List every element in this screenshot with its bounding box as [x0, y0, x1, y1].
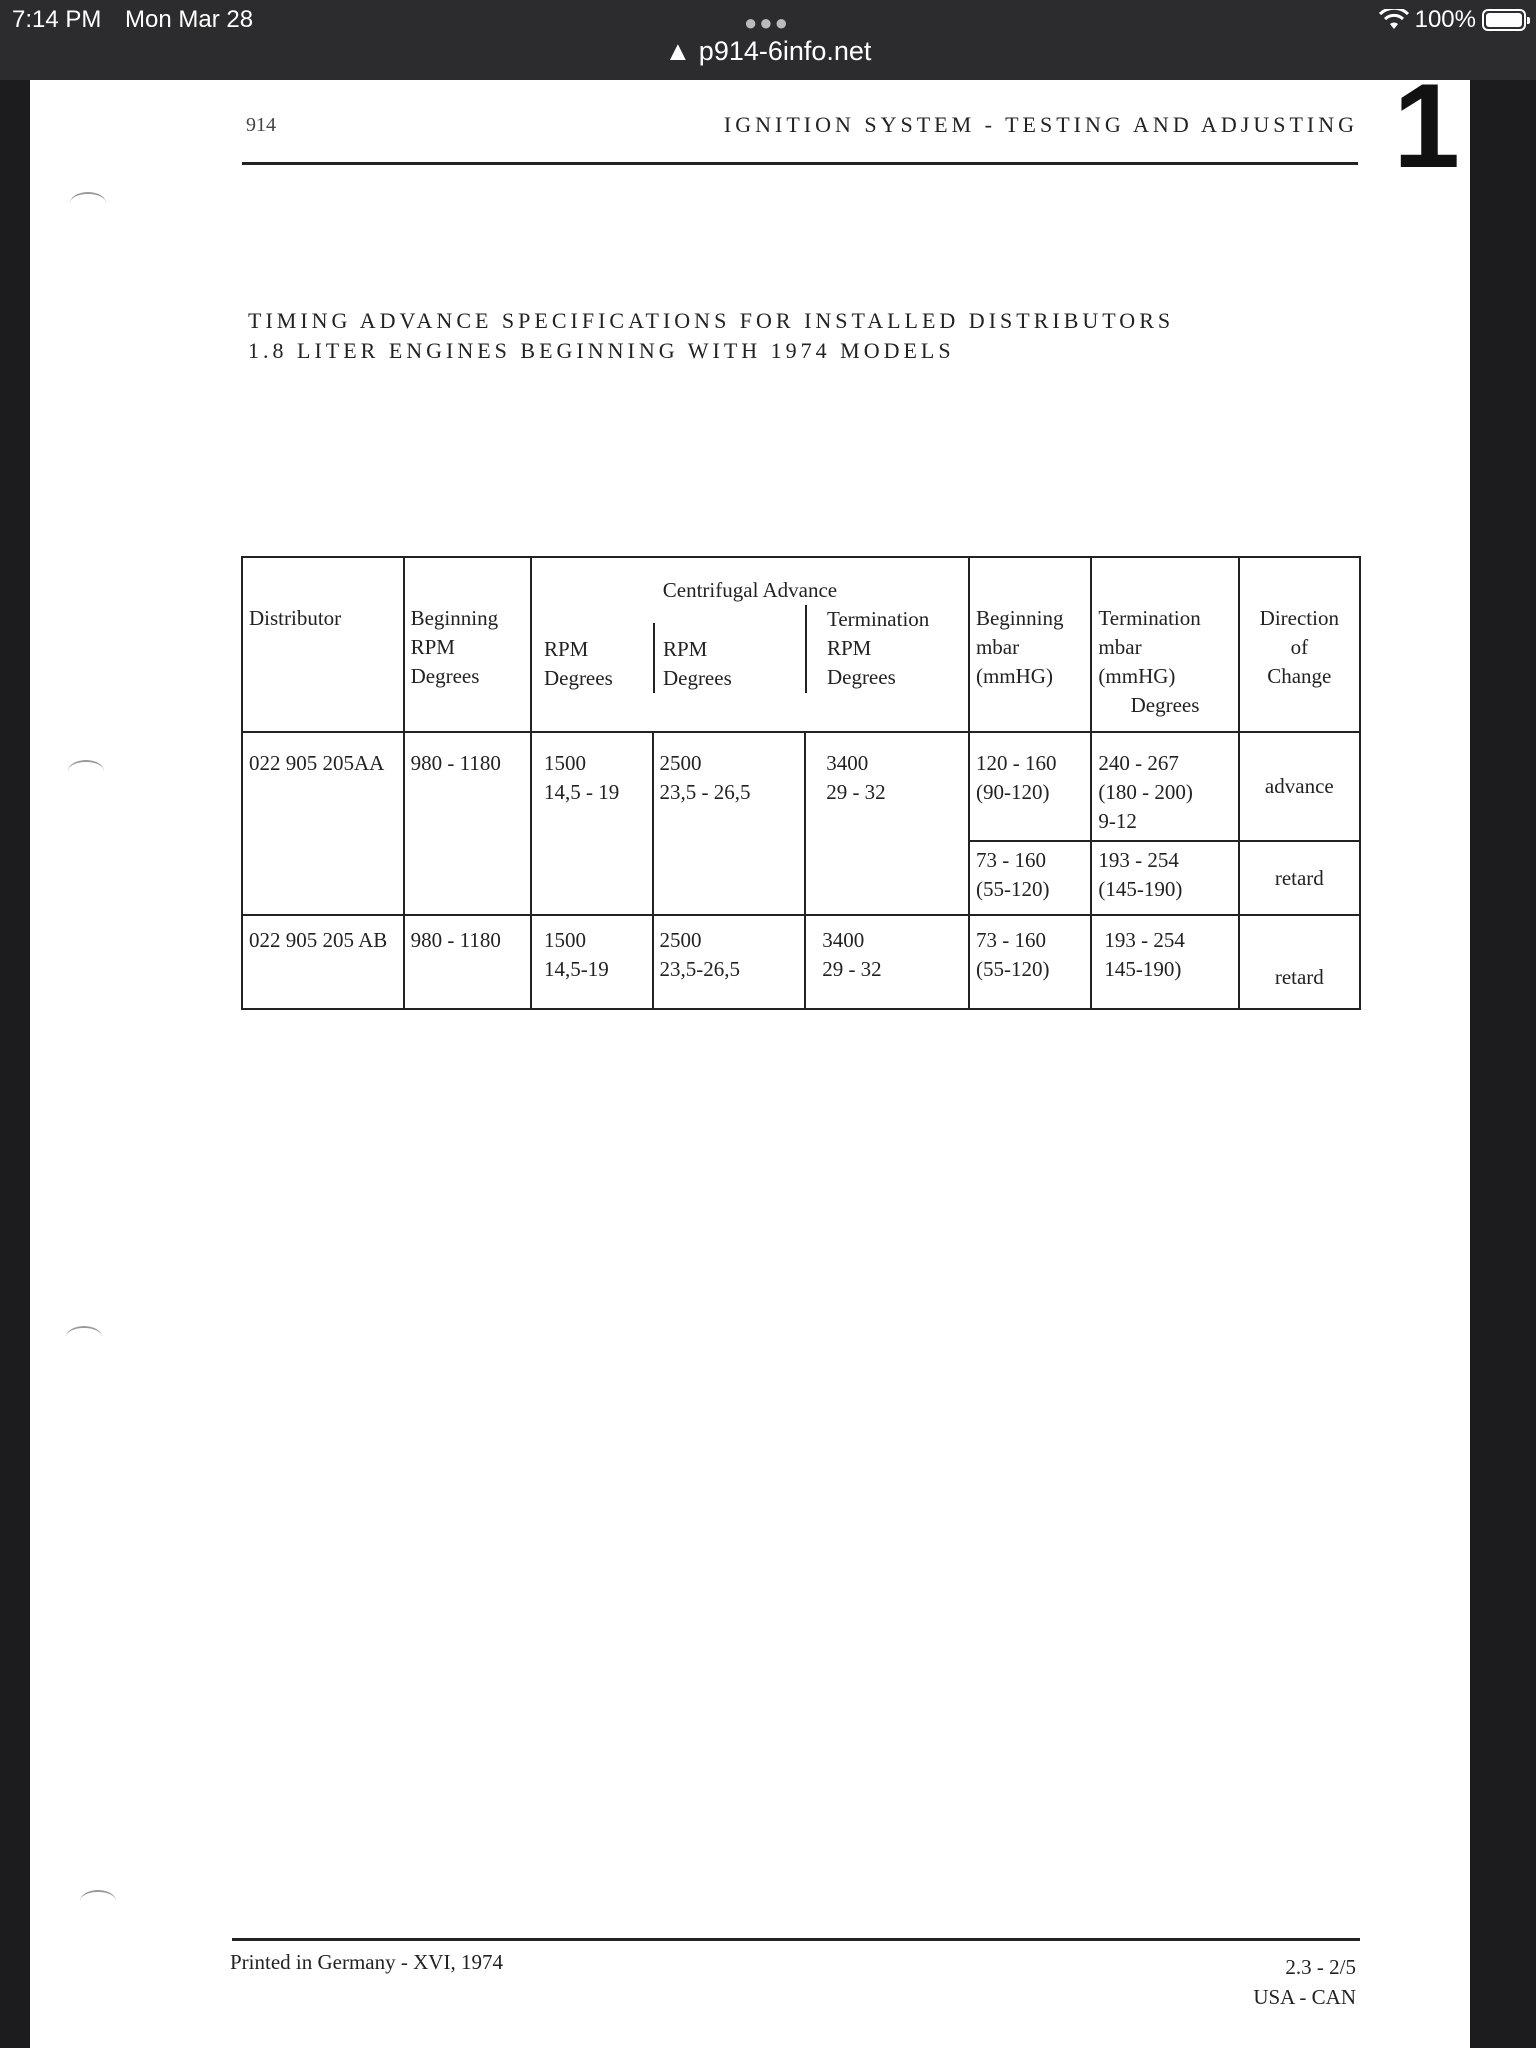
status-time: 7:14 PM	[12, 6, 102, 33]
section-number: 1	[1393, 59, 1460, 193]
header-centrifugal-advance: Centrifugal Advance	[662, 578, 838, 602]
cell-termination-mbar: 193 - 254 (145-190)	[1091, 841, 1238, 915]
cell-rpm-2: 2500 23,5-26,5	[653, 915, 806, 1009]
header-beginning-mbar: Beginning mbar (mmHG)	[969, 557, 1091, 732]
header-termination-rpm: Termination RPM Degrees	[805, 605, 968, 693]
header-distributor: Distributor	[242, 557, 404, 732]
punch-hole-mark	[68, 760, 104, 782]
cell-beginning-mbar: 73 - 160 (55-120)	[969, 841, 1091, 915]
footer-region: USA - CAN	[1253, 1985, 1356, 2009]
footer-printed: Printed in Germany - XVI, 1974	[230, 1950, 503, 1974]
header-centrifugal-subcols	[532, 605, 968, 693]
cell-termination-rpm: 3400 29 - 32	[805, 915, 969, 1009]
cell-rpm-1: 1500 14,5-19	[531, 915, 653, 1009]
header-rpm-1: RPM Degrees	[543, 637, 613, 690]
cell-beginning-mbar: 120 - 160 (90-120)	[969, 732, 1091, 841]
address-bar[interactable]	[0, 36, 1536, 67]
table-row	[242, 915, 1360, 1009]
punch-hole-mark	[66, 1326, 102, 1348]
warning-icon: ▲	[664, 36, 692, 66]
cell-termination-mbar: 240 - 267 (180 - 200) 9-12	[1091, 732, 1238, 841]
document-page	[30, 59, 1470, 2048]
status-date: Mon Mar 28	[125, 6, 254, 33]
cell-rpm-2: 2500 23,5 - 26,5	[653, 732, 806, 915]
footer-page-number: 2.3 - 2/5	[1285, 1955, 1356, 1979]
page-title: TIMING ADVANCE SPECIFICATIONS FOR INSTALLED DISTRIBUTORS	[248, 308, 1175, 333]
table-header-row	[242, 557, 1360, 732]
header-direction: Direction of Change	[1239, 557, 1360, 732]
header-model: 914	[246, 114, 276, 136]
cell-beginning-rpm: 980 - 1180	[404, 732, 531, 915]
table-row	[242, 732, 1360, 841]
status-indicators	[1379, 6, 1526, 34]
cell-direction: advance	[1239, 732, 1360, 841]
spec-table	[241, 556, 1361, 1010]
url-text: p914-6info.net	[698, 36, 872, 66]
header-section-title: IGNITION SYSTEM - TESTING AND ADJUSTING	[723, 112, 1358, 137]
status-bar	[0, 0, 1536, 80]
punch-hole-mark	[70, 192, 106, 214]
header-rule	[242, 162, 1358, 165]
cell-distributor: 022 905 205AA	[242, 732, 404, 915]
page-subtitle: 1.8 LITER ENGINES BEGINNING WITH 1974 MODELS	[248, 338, 955, 363]
header-termination-mbar: Termination mbar (mmHG) Degrees	[1091, 557, 1238, 732]
cell-beginning-rpm: 980 - 1180	[404, 915, 531, 1009]
punch-hole-mark	[80, 1890, 116, 1912]
battery-icon	[1482, 9, 1526, 31]
battery-percent: 100%	[1414, 6, 1476, 33]
cell-direction: retard	[1239, 915, 1360, 1009]
battery-fill	[1486, 13, 1522, 27]
cell-termination-rpm: 3400 29 - 32	[805, 732, 969, 915]
header-beginning-rpm: Beginning RPM Degrees	[404, 557, 531, 732]
footer-rule	[232, 1938, 1360, 1941]
wifi-icon	[1379, 9, 1409, 31]
footer-page-ref	[1253, 1952, 1356, 2012]
cell-distributor: 022 905 205 AB	[242, 915, 404, 1009]
header-rpm-2: RPM Degrees	[653, 623, 805, 693]
cell-direction: retard	[1239, 841, 1360, 915]
header-centrifugal-group	[531, 557, 969, 732]
cell-termination-mbar: 193 - 254 145-190)	[1091, 915, 1238, 1009]
cell-rpm-1: 1500 14,5 - 19	[531, 732, 653, 915]
more-dots-icon[interactable]: ●●●	[744, 10, 790, 35]
cell-beginning-mbar: 73 - 160 (55-120)	[969, 915, 1091, 1009]
